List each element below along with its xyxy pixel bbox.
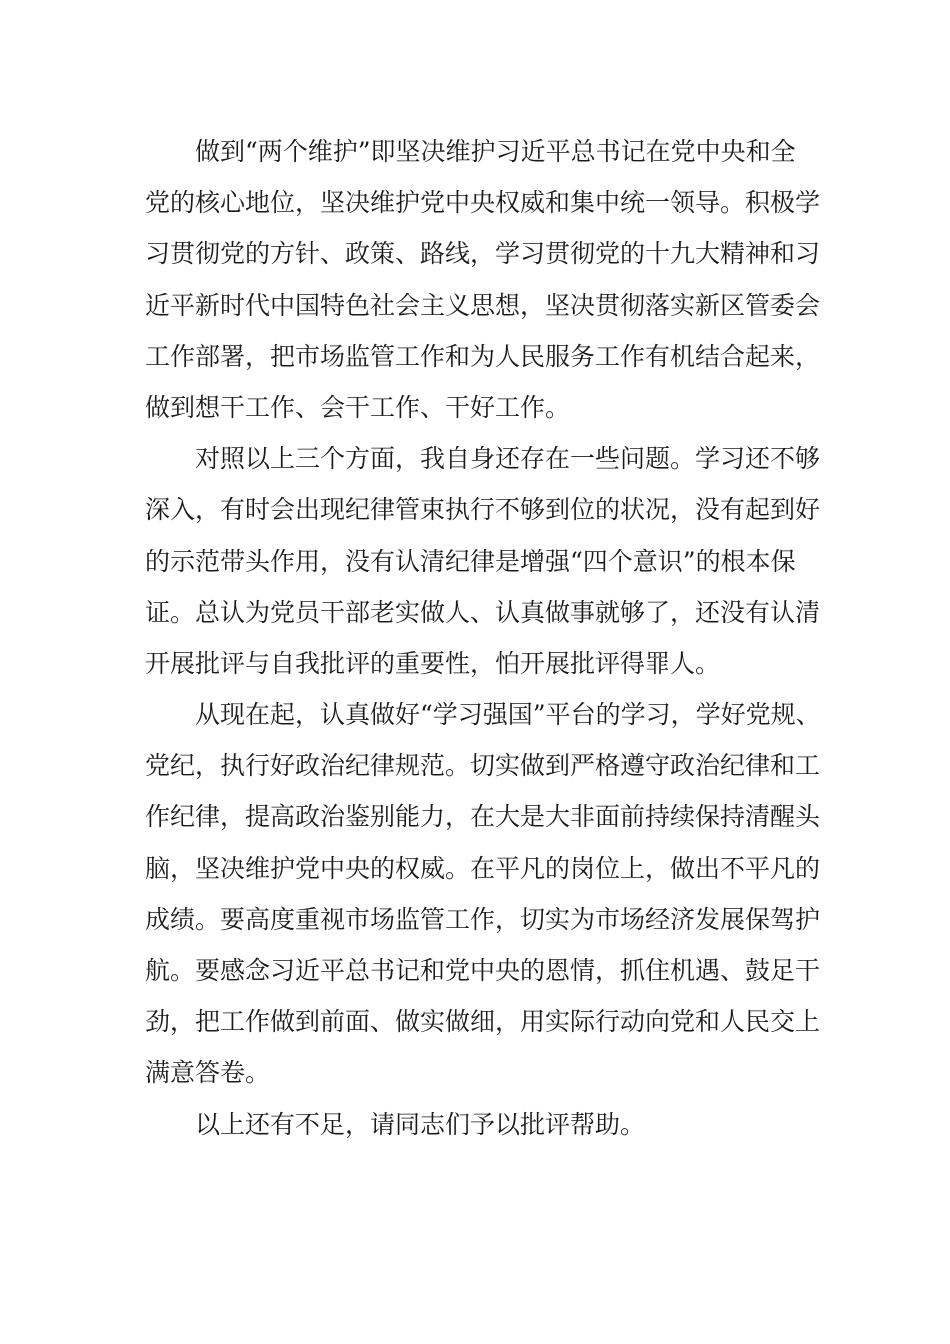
text-line: 做到“两个维护”即坚决维护习近平总书记在党中央和全 — [195, 137, 796, 166]
text-line: 航。要感念习近平总书记和党中央的恩情，抓住机遇、鼓足干 — [145, 956, 821, 985]
text-line: 习贯彻党的方针、政策、路线，学习贯彻党的十九大精神和习 — [145, 239, 821, 269]
text-line: 近平新时代中国特色社会主义思想，坚决贯彻落实新区管委会 — [145, 290, 821, 320]
text-line: 开展批评与自我批评的重要性，怕开展批评得罪人。 — [145, 648, 721, 678]
paragraph — [145, 1099, 825, 1150]
paragraph — [145, 126, 825, 433]
text-line: 作纪律，提高政治鉴别能力，在大是大非面前持续保持清醒头 — [145, 802, 821, 832]
text-line: 满意答卷。 — [145, 1058, 271, 1088]
text-line: 深入，有时会出现纪律管束执行不够到位的状况，没有起到好 — [145, 495, 821, 525]
text-line: 工作部署，把市场监管工作和为人民服务工作有机结合起来， — [145, 341, 821, 371]
text-line: 成绩。要高度重视市场监管工作，切实为市场经济发展保驾护 — [145, 904, 821, 934]
paragraph — [145, 689, 825, 1099]
paragraph — [145, 433, 825, 689]
text-line: 党的核心地位，坚决维护党中央权威和集中统一领导。积极学 — [145, 188, 821, 218]
text-line: 从现在起，认真做好“学习强国”平台的学习，学好党规、 — [195, 700, 821, 730]
text-line: 做到想干工作、会干工作、干好工作。 — [145, 392, 571, 422]
text-line: 对照以上三个方面，我自身还存在一些问题。学习还不够 — [195, 444, 821, 474]
text-line: 脑，坚决维护党中央的权威。在平凡的岗位上，做出不平凡的 — [145, 853, 821, 883]
text-line: 以上还有不足，请同志们予以批评帮助。 — [195, 1109, 646, 1139]
text-line: 的示范带头作用，没有认清纪律是增强“四个意识”的根本保 — [145, 546, 796, 576]
document-body — [145, 126, 825, 1150]
text-line: 党纪，执行好政治纪律规范。切实做到严格遵守政治纪律和工 — [145, 751, 821, 781]
text-line: 证。总认为党员干部老实做人、认真做事就够了，还没有认清 — [145, 597, 821, 627]
text-line: 劲，把工作做到前面、做实做细，用实际行动向党和人民交上 — [145, 1007, 821, 1037]
